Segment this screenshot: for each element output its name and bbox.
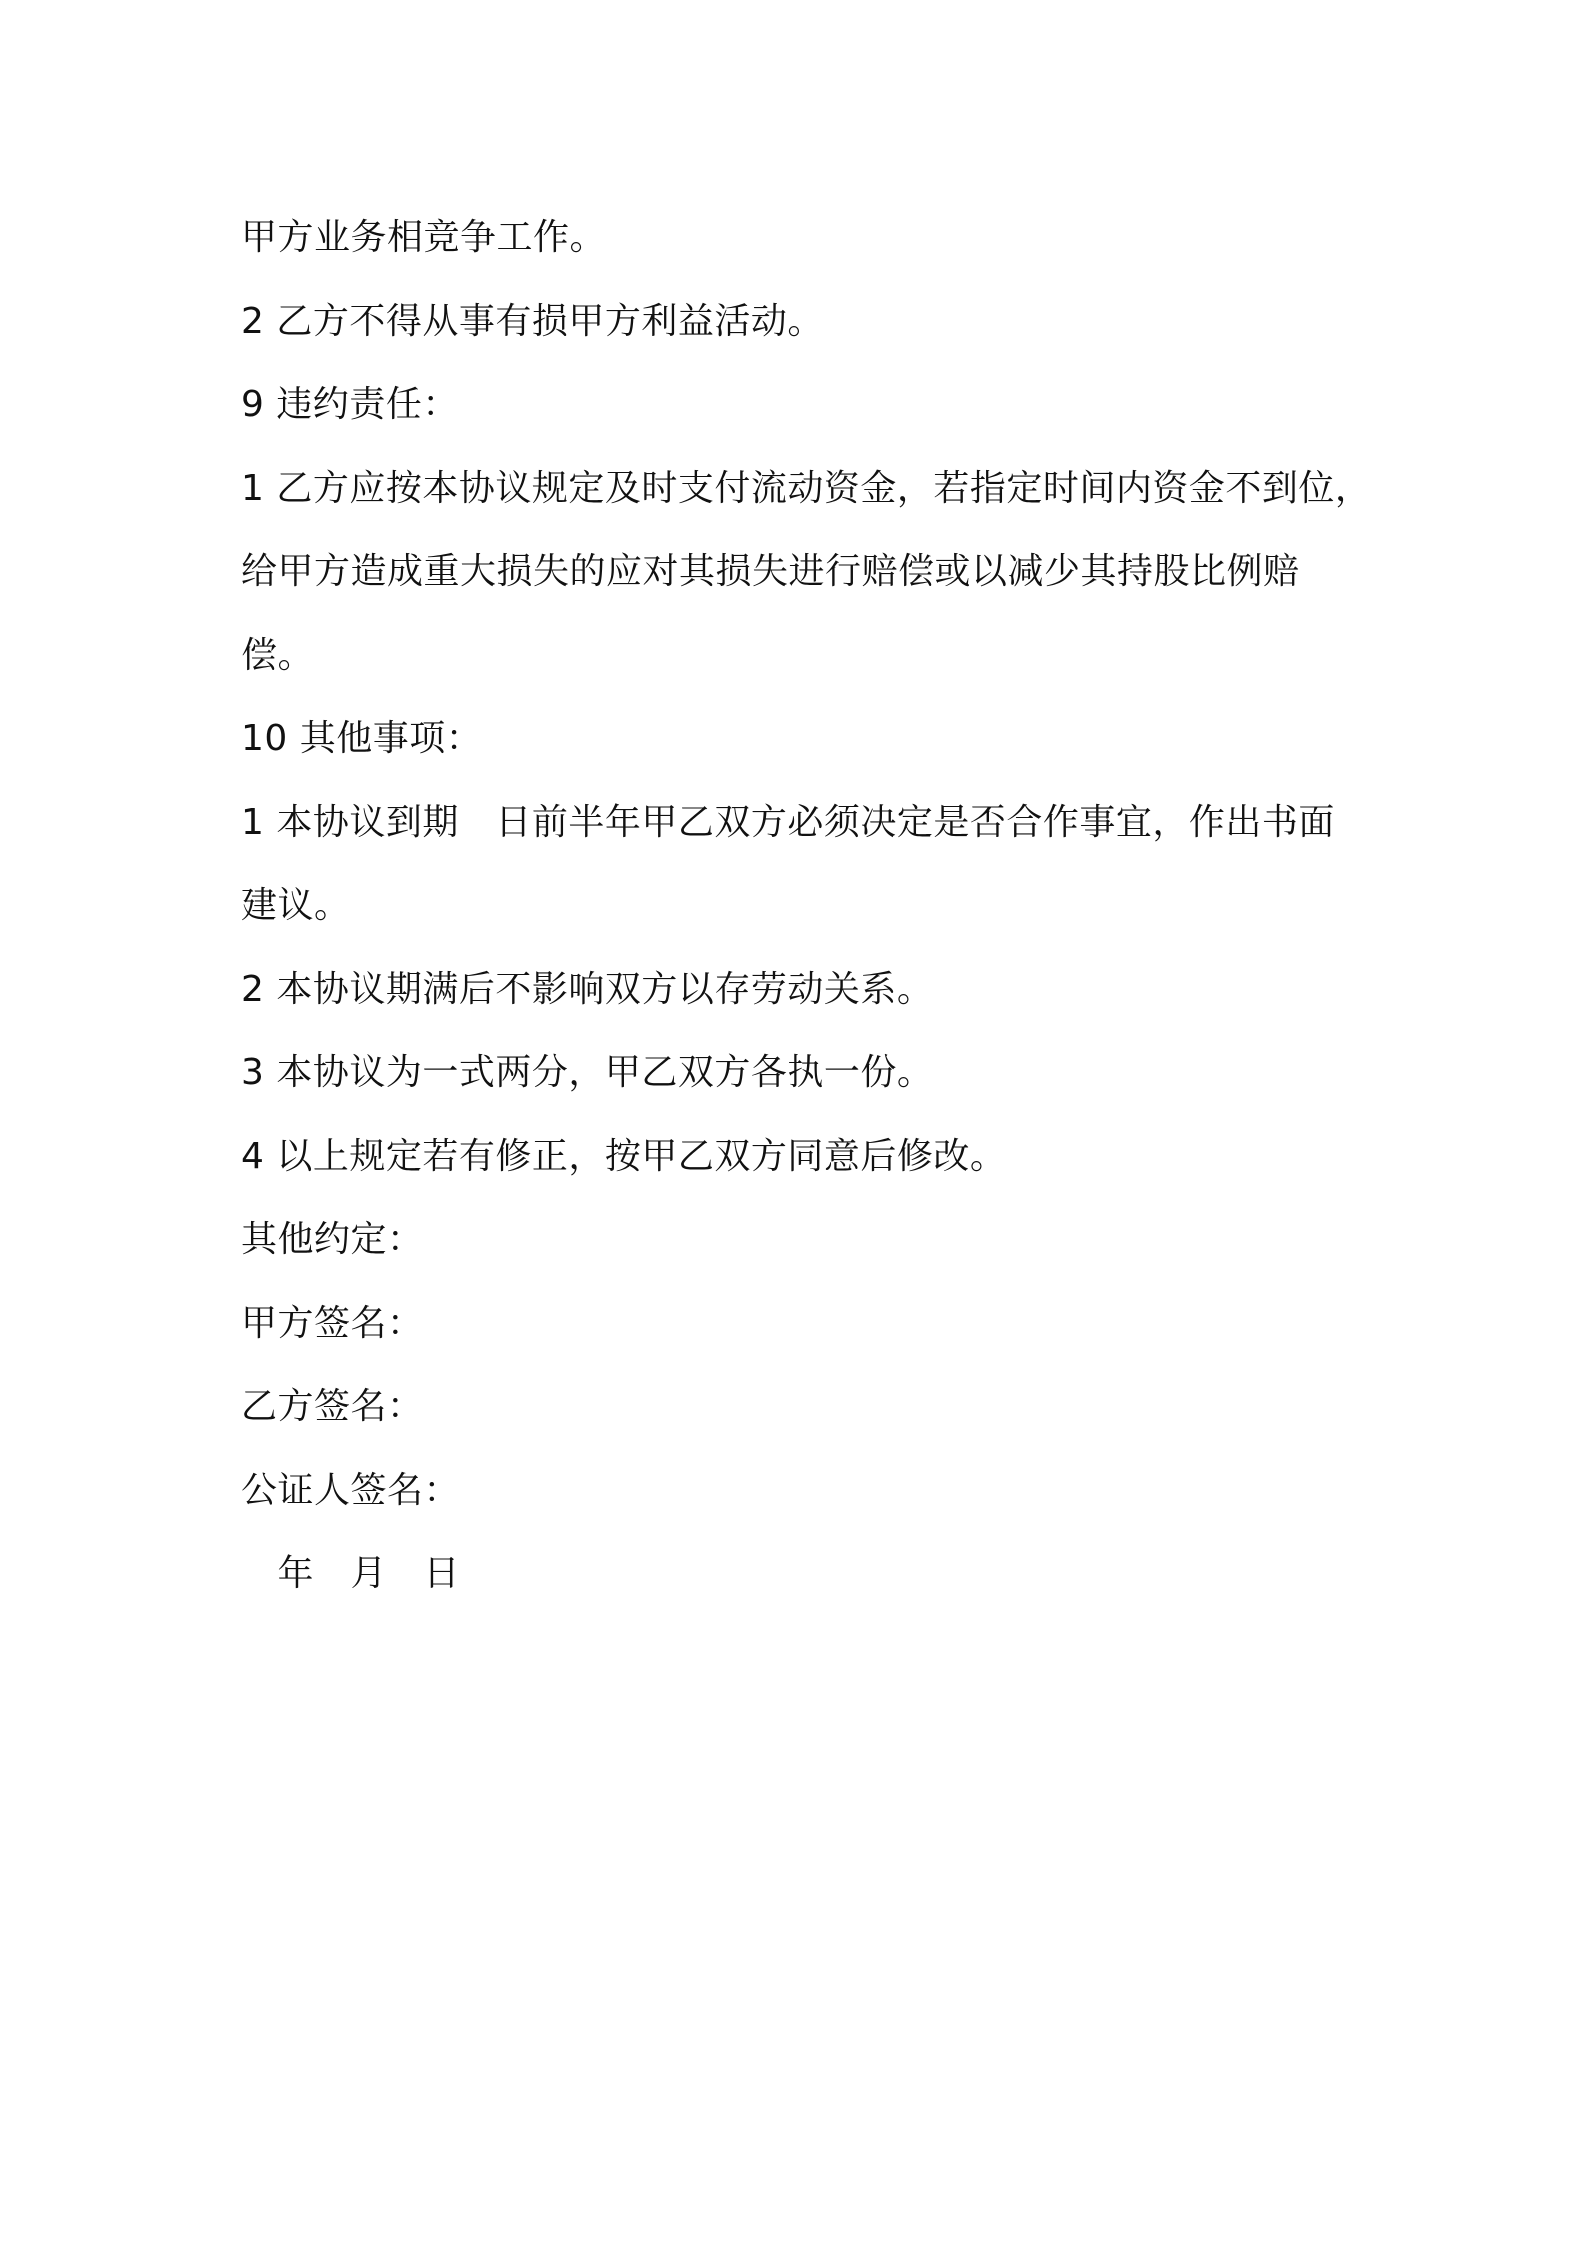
clause-10-1-line-1: 1 本协议到期 日前半年甲乙双方必须决定是否合作事宜，作出书面 <box>241 801 1335 843</box>
party-b-signature-label: 乙方签名： <box>241 1386 424 1427</box>
clause-9-1-line-3: 偿。 <box>241 634 315 676</box>
other-agreements-label: 其他约定： <box>241 1219 424 1260</box>
clause-10-2: 2 本协议期满后不影响双方以存劳动关系。 <box>241 968 934 1010</box>
notary-signature-label: 公证人签名： <box>241 1469 461 1511</box>
party-a-signature-label: 甲方签名： <box>241 1302 424 1344</box>
section-heading-liability: 9 违约责任： <box>241 384 459 425</box>
clause-9-1-line-2: 给甲方造成重大损失的应对其损失进行赔偿或以减少其持股比例赔 <box>241 551 1300 592</box>
section-heading-other-matters: 10 其他事项： <box>241 718 483 759</box>
paragraph-line: 甲方业务相竞争工作。 <box>241 217 607 258</box>
clause-10-3: 3 本协议为一式两分，甲乙双方各执一份。 <box>241 1052 934 1093</box>
date-line: 年 月 日 <box>241 1553 461 1594</box>
clause-10-4: 4 以上规定若有修正，按甲乙双方同意后修改。 <box>241 1135 1007 1177</box>
clause-10-1-line-2: 建议。 <box>241 885 351 926</box>
clause-8-2: 2 乙方不得从事有损甲方利益活动。 <box>241 300 824 342</box>
document-body <box>241 196 1391 1616</box>
clause-9-1-line-1: 1 乙方应按本协议规定及时支付流动资金，若指定时间内资金不到位， <box>241 467 1372 509</box>
